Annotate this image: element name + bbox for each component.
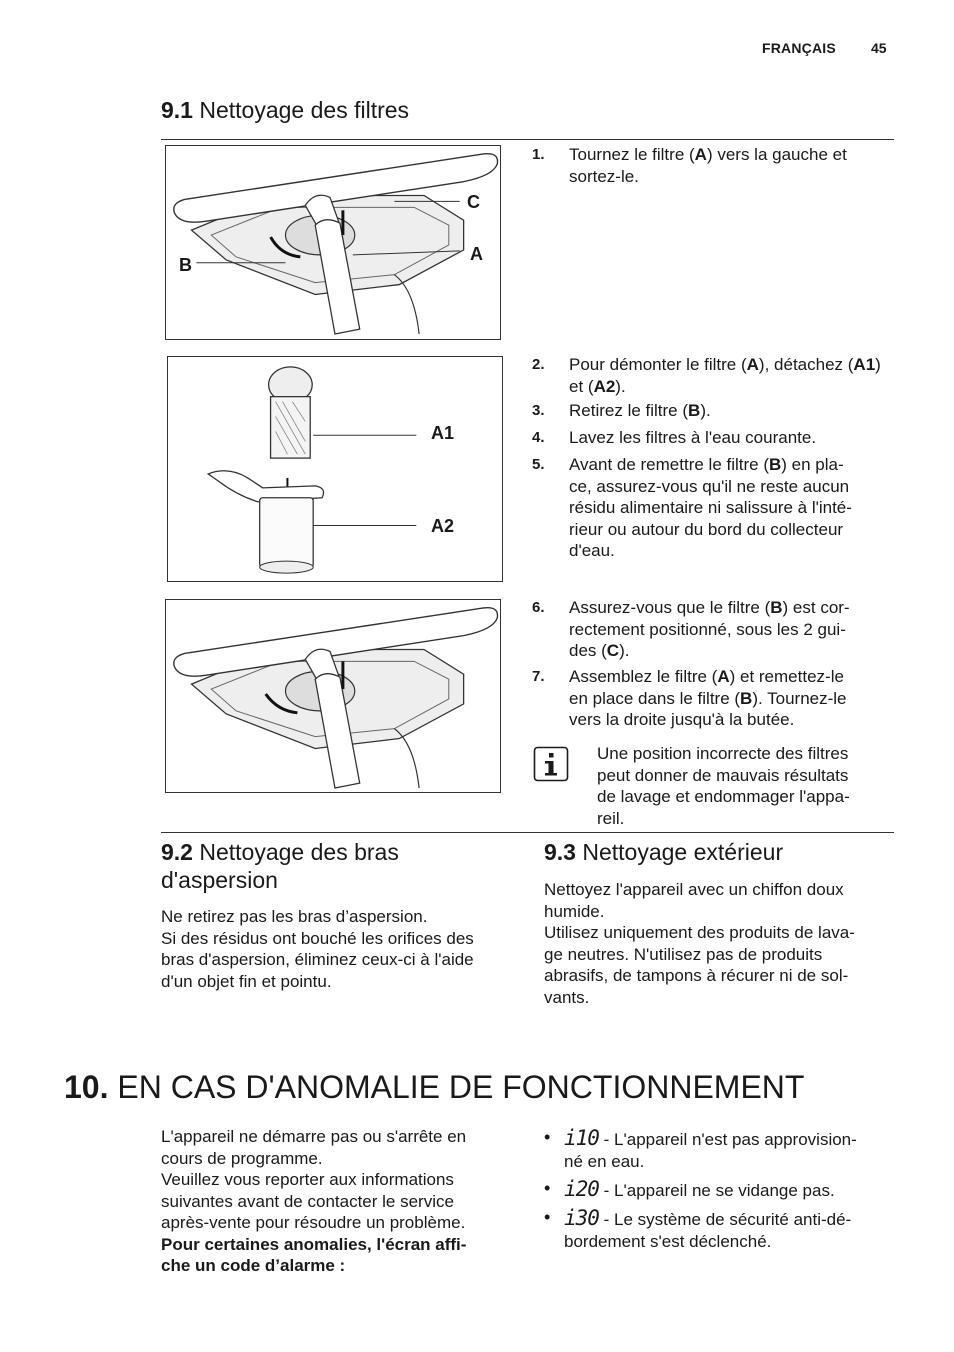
figure-filter-reassembly [165, 599, 501, 793]
info-note-text: Une position incorrecte des filtres peut donner de mauvais résultats de lavage et endommager l'appa- reil. [597, 744, 850, 828]
step-number: 6. [532, 599, 545, 616]
step-number: 4. [532, 429, 545, 446]
section-title: Nettoyage extérieur [582, 839, 784, 865]
figure-label-a: A [470, 244, 483, 264]
figure-filter-removal [165, 145, 501, 340]
alarm-code: i30 [564, 1206, 599, 1230]
filter-disassembly-illustration [168, 357, 502, 581]
step-number: 1. [532, 146, 545, 163]
section-title-line1: Nettoyage des bras [199, 839, 399, 865]
figure-label-a1: A1 [431, 423, 455, 443]
bullet-icon: • [544, 1207, 551, 1227]
step-number: 3. [532, 402, 545, 419]
figure-label-a2: A2 [431, 516, 455, 536]
figure-label-b: B [179, 255, 192, 275]
step-text: Tournez le filtre (A) vers la gauche et sortez-le. [569, 145, 847, 186]
chapter-10-heading [64, 1068, 804, 1106]
step-text: Lavez les filtres à l'eau courante. [569, 428, 817, 447]
alarm-code: i10 [564, 1126, 599, 1150]
chapter-number: 10. [64, 1069, 109, 1105]
section-number: 9.1 [161, 97, 193, 123]
section-title: Nettoyage des filtres [199, 97, 410, 123]
section-number: 9.3 [544, 839, 576, 865]
section-9-2-body: Ne retirez pas les bras d’aspersion. Si des résidus ont bouché les orifices des bras d'aspersion, éliminez ceux-ci à l'aide d'un objet fin et pointu. [161, 907, 474, 991]
chapter-title: EN CAS D'ANOMALIE DE FONCTIONNEMENT [117, 1069, 805, 1105]
filter-removal-illustration [166, 146, 500, 339]
figure-filter-disassembly [167, 356, 503, 582]
bullet-icon: • [544, 1127, 551, 1147]
step-number: 2. [532, 356, 545, 373]
section-title-line2: d'aspersion [161, 867, 278, 893]
step-text: Retirez le filtre (B). [569, 401, 711, 420]
section-9-2-heading [161, 838, 521, 894]
step-text: Assurez-vous que le filtre (B) est cor- rectement positionné, sous les 2 gui- des (C). [569, 598, 850, 660]
section-rule [161, 832, 894, 833]
section-9-3-body: Nettoyez l'appareil avec un chiffon doux humide. Utilisez uniquement des produits de lava- ge neutres. N'utilisez pas de produits abrasifs, de tampons à récurer ni de sol- vants. [544, 880, 855, 1007]
step-number: 5. [532, 456, 545, 473]
section-9-3-heading [544, 838, 894, 866]
bullet-icon: • [544, 1178, 551, 1198]
figure-label-c: C [467, 192, 480, 212]
alarm-description: - L'appareil n'est pas approvision- né en eau. [564, 1130, 857, 1171]
step-text: Avant de remettre le filtre (B) en pla- ce, assurez-vous qu'il ne reste aucun résidu alimentaire ni salissure à l'inté- rieur ou autour du bord du collecteur d'eau. [569, 455, 852, 560]
alarm-description: - L'appareil ne se vidange pas. [598, 1181, 835, 1200]
step-text: Assemblez le filtre (A) et remettez-le en place dans le filtre (B). Tournez-le vers la droite jusqu'à la butée. [569, 667, 847, 729]
alarm-code: i20 [564, 1177, 599, 1201]
page-number: 45 [871, 40, 887, 56]
alarm-description: - Le système de sécurité anti-dé- bordement s'est déclenché. [564, 1210, 852, 1251]
section-number: 9.2 [161, 839, 193, 865]
step-text: Pour démonter le filtre (A), détachez (A1) et (A2). [569, 355, 881, 396]
info-icon [533, 746, 569, 782]
header-language: FRANÇAIS [762, 40, 836, 56]
step-number: 7. [532, 668, 545, 685]
section-9-1-heading [161, 96, 409, 124]
filter-reassembly-illustration [166, 600, 500, 792]
chapter-10-intro: L'appareil ne démarre pas ou s'arrête en cours de programme. Veuillez vous reporter aux informations suivantes avant de contacter le service après-vente pour résoudre un problème. Pour certaines anomalies, l'écran affi- che un code d’alarme : [161, 1127, 467, 1275]
section-rule [161, 139, 894, 140]
